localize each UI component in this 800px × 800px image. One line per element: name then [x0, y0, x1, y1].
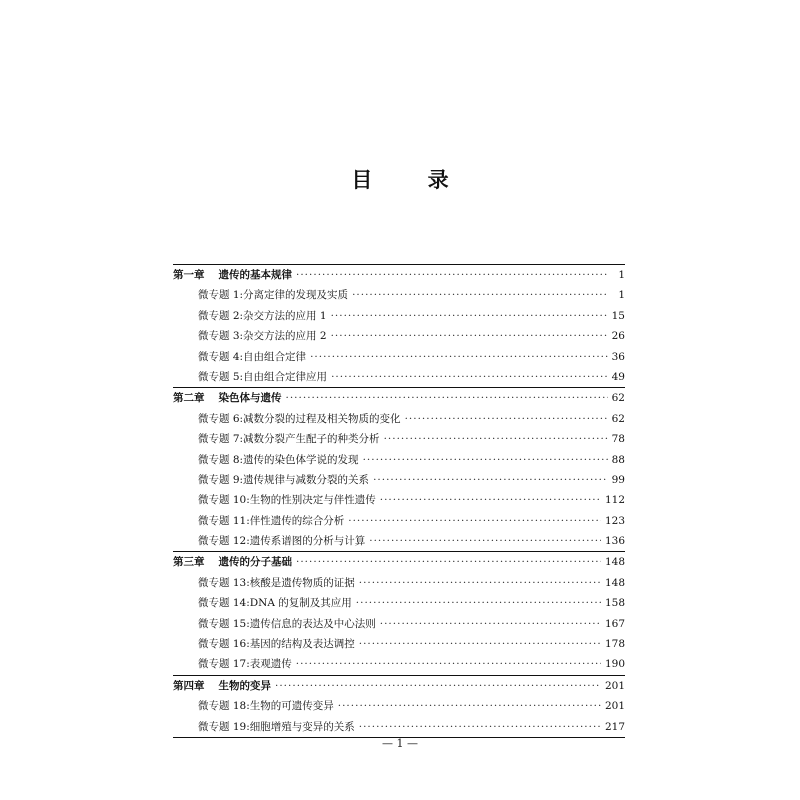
toc-page-number: 201: [604, 679, 625, 692]
toc-leader-dots: [331, 326, 608, 346]
toc-page-number: 62: [611, 412, 625, 425]
toc-page-number: 15: [611, 309, 625, 322]
toc-section-row: [173, 409, 625, 429]
toc-chapter-row: [173, 675, 625, 696]
toc-chapter-row: [173, 387, 625, 408]
toc-page-number: 99: [611, 473, 625, 486]
toc-section-row: [173, 347, 625, 367]
toc-leader-dots: [338, 696, 601, 716]
toc-leader-dots: [369, 531, 601, 551]
toc-section-row: [173, 470, 625, 490]
toc-page-number: 36: [611, 350, 625, 363]
toc-section-title: 微专题 12:遗传系谱图的分析与计算: [198, 535, 366, 548]
toc-chapter-row: [173, 265, 625, 285]
page-number: — 1 —: [382, 737, 418, 750]
toc-section-title: 微专题 13:核酸是遗传物质的证据: [198, 576, 355, 589]
toc-leader-dots: [331, 306, 608, 326]
toc-page-number: 148: [604, 576, 625, 589]
toc-page-number: 148: [604, 556, 625, 569]
toc-section-row: [173, 634, 625, 654]
toc-section-row: [173, 306, 625, 326]
toc-leader-dots: [359, 573, 601, 593]
toc-chapter-title: 遗传的基本规律: [218, 269, 292, 281]
toc-section-title: 微专题 3:杂交方法的应用 2: [198, 330, 327, 343]
toc-leader-dots: [352, 285, 609, 305]
toc-chapter-number: 第三章: [173, 556, 205, 569]
toc-page-number: 49: [611, 370, 625, 383]
toc-section-row: [173, 717, 625, 737]
toc-section-title: 微专题 17:表观遗传: [198, 658, 292, 671]
toc-leader-dots: [405, 409, 608, 429]
toc-section-title: 微专题 4:自由组合定律: [198, 350, 307, 363]
toc-chapter-number: 第一章: [173, 269, 205, 281]
toc-section-title: 微专题 7:减数分裂产生配子的种类分析: [198, 433, 380, 446]
toc-section-title: 微专题 18:生物的可遗传变异: [198, 700, 334, 713]
toc-page-number: 217: [604, 720, 625, 733]
toc-leader-dots: [373, 470, 608, 490]
toc-leader-dots: [363, 450, 608, 470]
toc-section-row: [173, 593, 625, 613]
toc-section-row: [173, 367, 625, 387]
toc-section-row: [173, 696, 625, 716]
toc-section-title: 微专题 6:减数分裂的过程及相关物质的变化: [198, 412, 401, 425]
toc-chapter-title: 染色体与遗传: [218, 392, 282, 405]
toc-page-number: 158: [604, 597, 625, 610]
toc-chapter-row: [173, 551, 625, 572]
toc-chapter-number: 第四章: [173, 679, 205, 692]
toc-chapter-label: [173, 676, 271, 696]
table-of-contents: [173, 264, 625, 738]
toc-leader-dots: [380, 614, 601, 634]
toc-section-row: [173, 614, 625, 634]
toc-chapter-label: [173, 265, 292, 285]
toc-chapter-title: 遗传的分子基础: [218, 556, 292, 569]
toc-section-row: [173, 429, 625, 449]
toc-section-title: 微专题 9:遗传规律与减数分裂的关系: [198, 473, 370, 486]
toc-section-title: 微专题 14:DNA 的复制及其应用: [198, 597, 352, 610]
toc-section-row: [173, 654, 625, 674]
toc-leader-dots: [348, 511, 601, 531]
toc-section-title: 微专题 16:基因的结构及表达调控: [198, 638, 355, 651]
toc-page-number: 190: [604, 658, 625, 671]
toc-section-row: [173, 573, 625, 593]
toc-leader-dots: [296, 654, 601, 674]
toc-section-title: 微专题 8:遗传的染色体学说的发现: [198, 453, 359, 466]
toc-section-title: 微专题 11:伴性遗传的综合分析: [198, 514, 345, 527]
toc-section-title: 微专题 10:生物的性别决定与伴性遗传: [198, 494, 376, 507]
toc-page-number: 78: [611, 433, 625, 446]
toc-page-number: 136: [604, 535, 625, 548]
toc-section-title: 微专题 5:自由组合定律应用: [198, 370, 328, 383]
toc-leader-dots: [286, 388, 608, 408]
toc-section-row: [173, 490, 625, 510]
toc-leader-dots: [296, 265, 609, 285]
toc-section-title: 微专题 1:分离定律的发现及实质: [198, 289, 349, 302]
toc-section-row: [173, 531, 625, 551]
toc-page-number: 123: [604, 514, 625, 527]
toc-leader-dots: [356, 593, 601, 613]
toc-section-row: [173, 450, 625, 470]
toc-leader-dots: [275, 676, 601, 696]
toc-section-title: 微专题 15:遗传信息的表达及中心法则: [198, 617, 376, 630]
toc-page-number: 178: [604, 638, 625, 651]
toc-chapter-number: 第二章: [173, 392, 205, 405]
toc-leader-dots: [296, 552, 601, 572]
toc-page-number: 112: [604, 494, 625, 507]
toc-leader-dots: [380, 490, 601, 510]
toc-page-number: 1: [618, 289, 625, 302]
toc-page-number: 167: [604, 617, 625, 630]
toc-leader-dots: [359, 634, 601, 654]
page-title: 目 录: [351, 167, 473, 192]
toc-leader-dots: [359, 717, 601, 737]
toc-section-title: 微专题 19:细胞增殖与变异的关系: [198, 720, 355, 733]
toc-section-title: 微专题 2:杂交方法的应用 1: [198, 309, 327, 322]
toc-page-number: 26: [611, 330, 625, 343]
toc-page-number: 88: [611, 453, 625, 466]
toc-section-row: [173, 511, 625, 531]
toc-chapter-title: 生物的变异: [218, 679, 271, 692]
toc-page-number: 201: [604, 700, 625, 713]
toc-leader-dots: [331, 367, 608, 387]
toc-leader-dots: [310, 347, 608, 367]
toc-page-number: 62: [611, 392, 625, 405]
toc-leader-dots: [384, 429, 608, 449]
toc-chapter-label: [173, 388, 282, 408]
toc-section-row: [173, 326, 625, 346]
toc-chapter-label: [173, 552, 292, 572]
toc-section-row: [173, 285, 625, 305]
toc-page-number: 1: [618, 269, 625, 281]
